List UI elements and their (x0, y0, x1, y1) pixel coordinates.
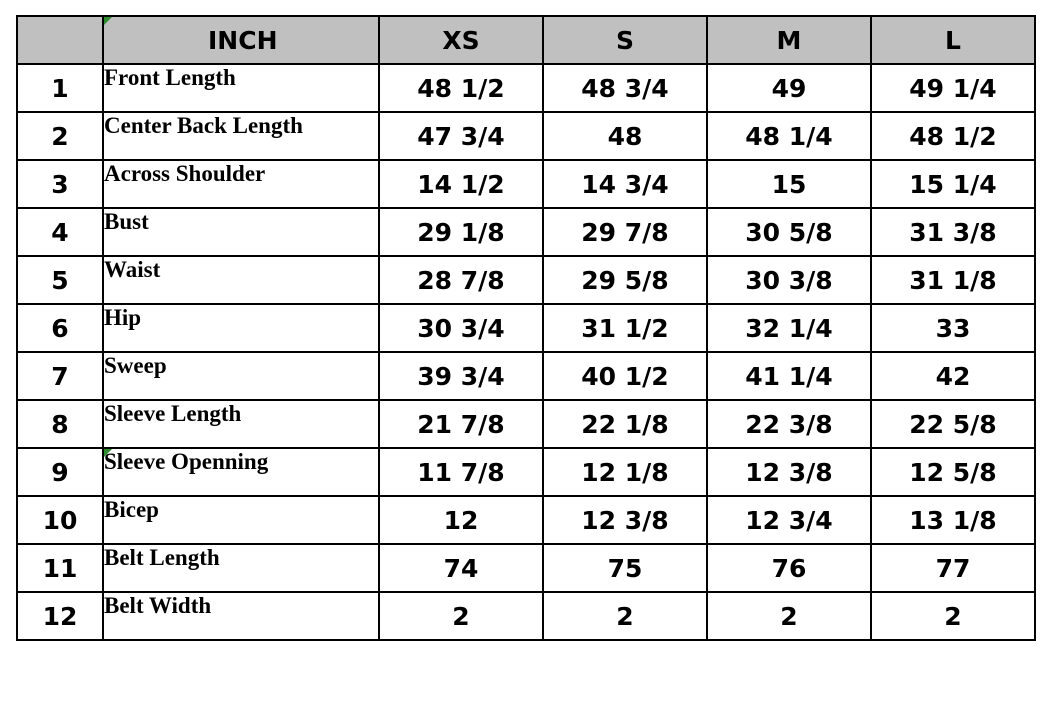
size-value-cell: 29 7/8 (543, 208, 707, 256)
header-row (17, 16, 1035, 64)
size-chart-table (16, 15, 1036, 641)
size-value-cell: 48 1/4 (707, 112, 871, 160)
size-value-cell: 31 1/8 (871, 256, 1035, 304)
measurement-name-label: Sweep (104, 353, 167, 378)
size-chart-sheet (16, 15, 1036, 641)
size-value-cell: 41 1/4 (707, 352, 871, 400)
measurement-name-cell (103, 448, 379, 496)
size-value-cell: 31 1/2 (543, 304, 707, 352)
size-value-cell: 14 1/2 (379, 160, 543, 208)
size-header-m: M (707, 16, 871, 64)
size-value-cell: 12 5/8 (871, 448, 1035, 496)
measurement-name-label: Center Back Length (104, 113, 303, 138)
size-value-cell: 22 5/8 (871, 400, 1035, 448)
table-row (17, 208, 1035, 256)
size-value-cell: 28 7/8 (379, 256, 543, 304)
measurement-name-cell (103, 160, 379, 208)
size-value-cell: 75 (543, 544, 707, 592)
measurement-name-label: Bicep (104, 497, 159, 522)
measurement-name-cell (103, 64, 379, 112)
size-value-cell: 33 (871, 304, 1035, 352)
measurement-name-cell (103, 256, 379, 304)
cell-comment-marker-icon (104, 449, 112, 457)
measurement-name-label: Front Length (104, 65, 236, 90)
row-number-cell: 4 (17, 208, 103, 256)
row-number-cell: 5 (17, 256, 103, 304)
size-value-cell: 15 (707, 160, 871, 208)
row-number-cell: 8 (17, 400, 103, 448)
measurement-name-cell (103, 544, 379, 592)
measurement-name-label: Sleeve Openning (104, 449, 269, 474)
measurement-name-label: Across Shoulder (104, 161, 266, 186)
table-row (17, 544, 1035, 592)
size-value-cell: 22 3/8 (707, 400, 871, 448)
measurement-name-cell (103, 592, 379, 640)
size-value-cell: 12 3/4 (707, 496, 871, 544)
row-number-cell: 12 (17, 592, 103, 640)
size-value-cell: 31 3/8 (871, 208, 1035, 256)
size-value-cell: 49 1/4 (871, 64, 1035, 112)
measurement-name-cell (103, 496, 379, 544)
size-value-cell: 11 7/8 (379, 448, 543, 496)
table-row (17, 352, 1035, 400)
row-number-cell: 2 (17, 112, 103, 160)
measurement-name-cell (103, 112, 379, 160)
measurement-name-label: Belt Length (104, 545, 220, 570)
size-value-cell: 2 (871, 592, 1035, 640)
size-value-cell: 2 (379, 592, 543, 640)
size-value-cell: 29 1/8 (379, 208, 543, 256)
size-value-cell: 47 3/4 (379, 112, 543, 160)
size-value-cell: 22 1/8 (543, 400, 707, 448)
size-value-cell: 42 (871, 352, 1035, 400)
size-value-cell: 13 1/8 (871, 496, 1035, 544)
size-header-s: S (543, 16, 707, 64)
measurement-name-cell (103, 208, 379, 256)
size-value-cell: 29 5/8 (543, 256, 707, 304)
size-value-cell: 12 3/8 (543, 496, 707, 544)
row-number-cell: 3 (17, 160, 103, 208)
size-value-cell: 39 3/4 (379, 352, 543, 400)
size-value-cell: 48 1/2 (871, 112, 1035, 160)
size-value-cell: 2 (543, 592, 707, 640)
size-value-cell: 48 3/4 (543, 64, 707, 112)
measurement-header-cell (103, 16, 379, 64)
size-header-xs: XS (379, 16, 543, 64)
size-value-cell: 32 1/4 (707, 304, 871, 352)
size-value-cell: 49 (707, 64, 871, 112)
size-value-cell: 14 3/4 (543, 160, 707, 208)
table-row (17, 592, 1035, 640)
size-chart-body (17, 64, 1035, 640)
size-value-cell: 48 (543, 112, 707, 160)
measurement-name-cell (103, 352, 379, 400)
size-header-l: L (871, 16, 1035, 64)
size-value-cell: 48 1/2 (379, 64, 543, 112)
size-value-cell: 21 7/8 (379, 400, 543, 448)
measurement-name-label: Sleeve Length (104, 401, 242, 426)
table-row (17, 256, 1035, 304)
row-number-cell: 1 (17, 64, 103, 112)
size-value-cell: 30 3/8 (707, 256, 871, 304)
measurement-name-cell (103, 400, 379, 448)
row-number-cell: 11 (17, 544, 103, 592)
table-row (17, 496, 1035, 544)
table-row (17, 448, 1035, 496)
corner-header-cell (17, 16, 103, 64)
row-number-cell: 7 (17, 352, 103, 400)
table-row (17, 112, 1035, 160)
size-value-cell: 12 3/8 (707, 448, 871, 496)
table-row (17, 64, 1035, 112)
measurement-header-label: INCH (208, 25, 278, 55)
measurement-name-label: Bust (104, 209, 149, 234)
table-row (17, 400, 1035, 448)
row-number-cell: 10 (17, 496, 103, 544)
size-value-cell: 30 5/8 (707, 208, 871, 256)
cell-comment-marker-icon (104, 17, 112, 25)
size-value-cell: 12 (379, 496, 543, 544)
size-value-cell: 2 (707, 592, 871, 640)
measurement-name-label: Belt Width (104, 593, 212, 618)
size-value-cell: 40 1/2 (543, 352, 707, 400)
measurement-name-cell (103, 304, 379, 352)
size-value-cell: 15 1/4 (871, 160, 1035, 208)
size-value-cell: 12 1/8 (543, 448, 707, 496)
row-number-cell: 9 (17, 448, 103, 496)
table-row (17, 304, 1035, 352)
size-value-cell: 74 (379, 544, 543, 592)
measurement-name-label: Hip (104, 305, 142, 330)
size-value-cell: 30 3/4 (379, 304, 543, 352)
measurement-name-label: Waist (104, 257, 161, 282)
size-value-cell: 76 (707, 544, 871, 592)
table-row (17, 160, 1035, 208)
row-number-cell: 6 (17, 304, 103, 352)
size-value-cell: 77 (871, 544, 1035, 592)
